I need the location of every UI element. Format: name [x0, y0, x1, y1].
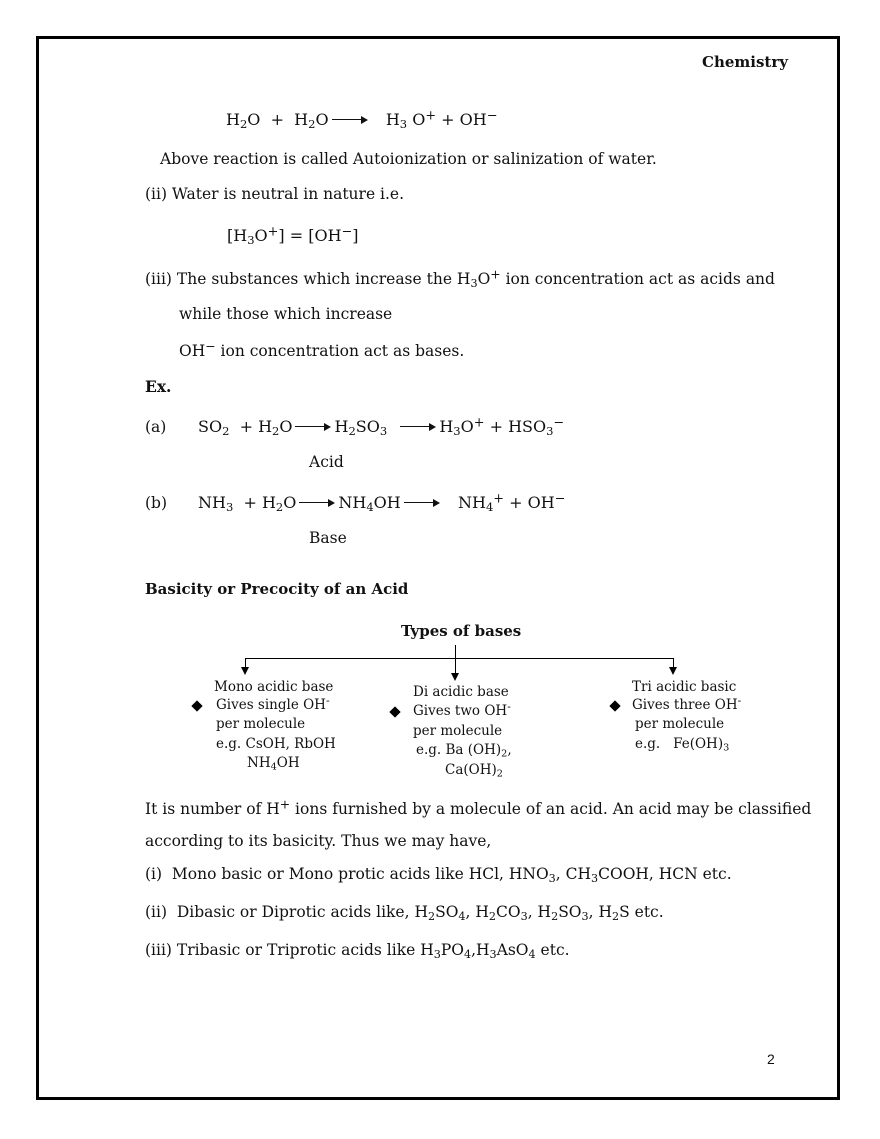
point-iii-line1: (iii) The substances which increase the $H_3O^+$ ion concentration act as acids and	[145, 266, 775, 291]
mono-example: e.g. CsOH, RbOH	[216, 736, 336, 752]
point-iii-line2: while those which increase	[179, 305, 393, 323]
arrow-down-icon	[241, 667, 249, 675]
reaction-arrow-icon	[400, 422, 436, 430]
example-b-equation: $NH_3 + H_2O$ $NH_4OH$ $NH_4^+ + OH^-$	[198, 491, 566, 515]
arrow-down-icon	[669, 667, 677, 675]
mono-example-2: $NH_4OH$	[247, 755, 300, 773]
mono-desc: Gives single OH-	[216, 694, 330, 713]
tri-title: Tri acidic basic	[632, 679, 737, 695]
example-b-note: Base	[309, 529, 347, 547]
basicity-paragraph-line1: It is number of H+ ions furnished by a molecule of an acid. An acid may be classified	[145, 796, 812, 818]
autoionization-note: Above reaction is called Autoionization or salinization of water.	[160, 150, 657, 168]
reaction-arrow-icon	[332, 115, 368, 123]
neutral-equation: $[H_3O^+] = [OH^-]$	[227, 224, 359, 248]
di-desc: Gives two OH-	[413, 700, 511, 719]
di-desc-2: per molecule	[413, 723, 503, 739]
diagram-title: Types of bases	[401, 622, 522, 640]
ex-label: Ex.	[145, 377, 172, 396]
point-iii-line3: OH− ion concentration act as bases.	[179, 338, 465, 360]
di-example: e.g. Ba $(OH)_2$,	[416, 742, 512, 760]
example-b-label: (b)	[145, 494, 168, 512]
reaction-arrow-icon	[295, 422, 331, 430]
item-i: (i) Mono basic or Mono protic acids like HCl, $HNO_3$, $CH_3COOH$, HCN etc.	[145, 865, 732, 886]
tri-example: e.g. $Fe(OH)_3$	[635, 736, 730, 754]
tri-desc-2: per molecule	[635, 716, 725, 732]
mono-title: Mono acidic base	[214, 679, 334, 695]
reaction-arrow-icon	[404, 498, 440, 506]
example-a-equation: $SO_2 + H_2O$ $H_2SO_3$ $H_3O^+ + HSO_3^-$	[198, 415, 565, 439]
section-heading: Basicity or Precocity of an Acid	[145, 580, 409, 598]
item-iii: (iii) Tribasic or Triprotic acids like $H_3PO_4,H_3AsO_4$ etc.	[145, 941, 570, 962]
tri-desc: Gives three OH-	[632, 694, 742, 713]
diagram-stem-line	[455, 645, 456, 673]
example-a-note: Acid	[309, 453, 344, 471]
item-ii: (ii) Dibasic or Diprotic acids like, $H_2SO_4$, $H_2CO_3$, $H_2SO_3$, $H_2S$ etc.	[145, 903, 664, 924]
mono-desc-2: per molecule	[216, 716, 306, 732]
diagram-branch-line	[245, 658, 674, 659]
diagram-left-drop	[245, 658, 246, 667]
arrow-down-icon	[451, 673, 459, 681]
example-a-label: (a)	[145, 418, 167, 436]
page-number: 2	[767, 1051, 775, 1067]
point-ii: (ii) Water is neutral in nature i.e.	[145, 185, 405, 203]
header-subject: Chemistry	[702, 53, 788, 71]
di-example-2: $Ca(OH)_2$	[445, 762, 503, 780]
basicity-paragraph-line2: according to its basicity. Thus we may have,	[145, 832, 492, 850]
diagram-right-drop	[673, 658, 674, 667]
di-title: Di acidic base	[413, 684, 509, 700]
autoionization-equation: $H_2O + H_2O$ $H_3$ O+ + OH−	[226, 108, 498, 132]
reaction-arrow-icon	[299, 498, 335, 506]
